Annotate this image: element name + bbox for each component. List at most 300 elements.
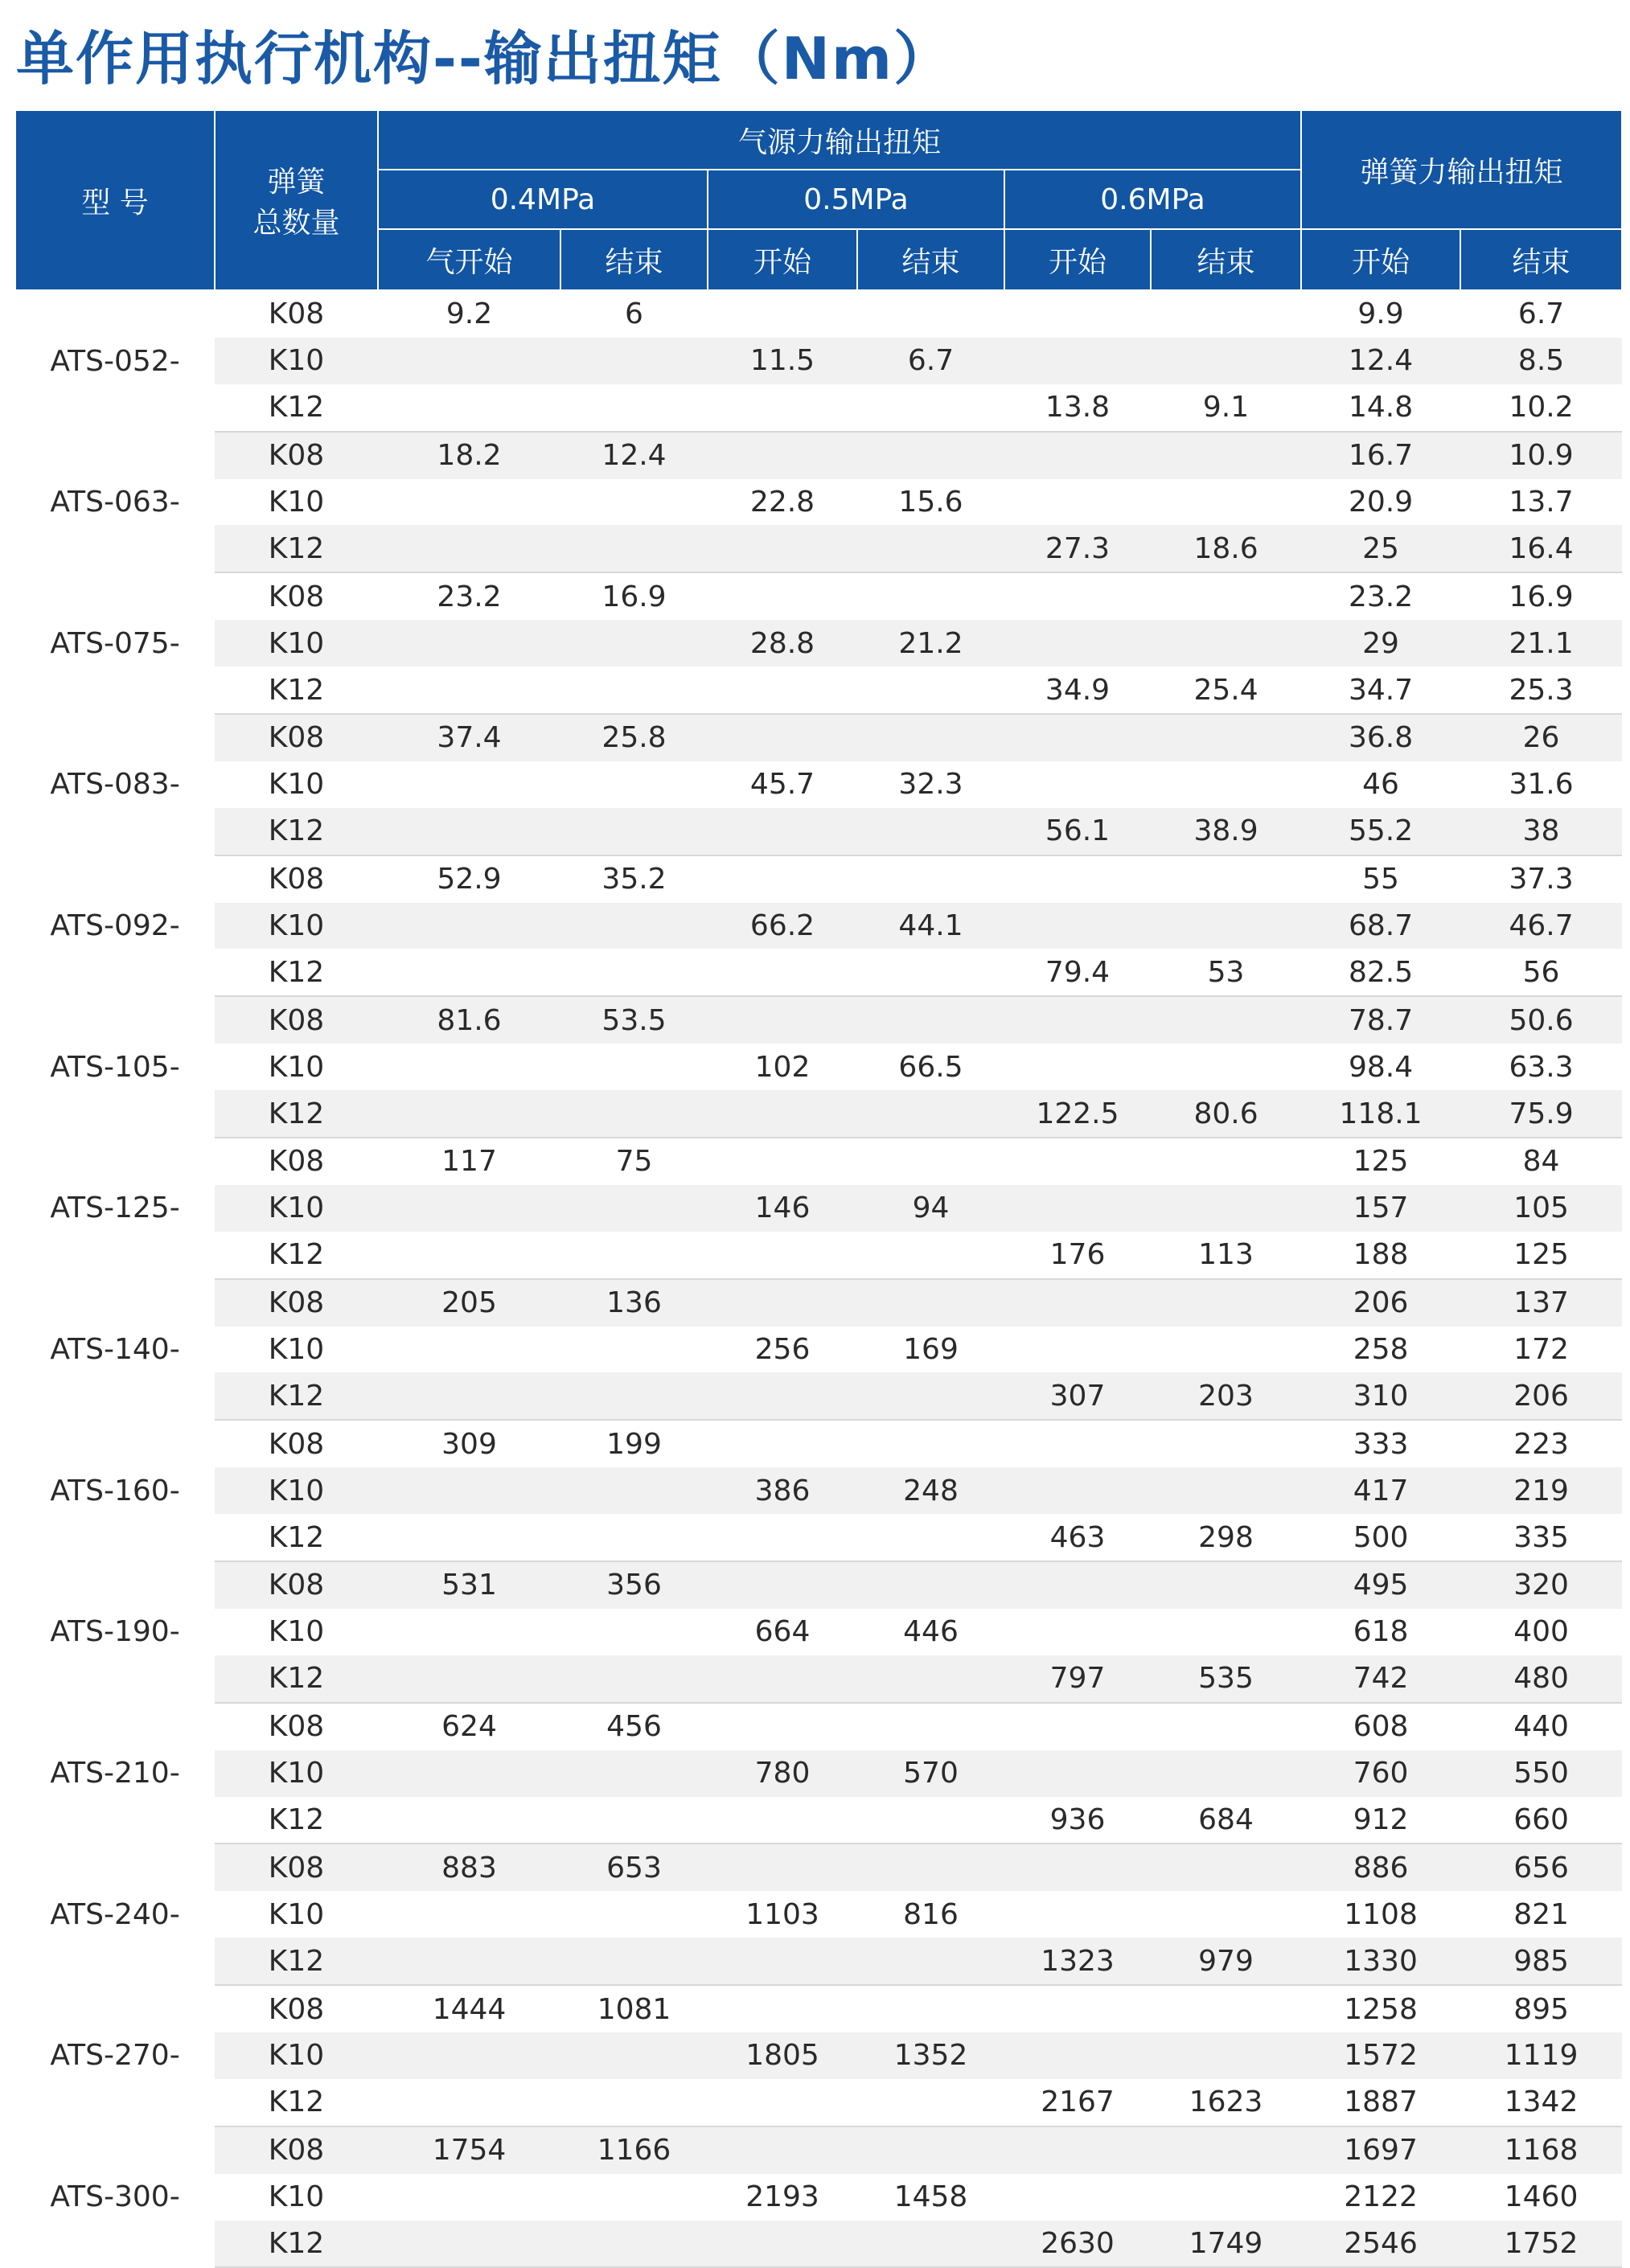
torque-value-cell: 456 bbox=[606, 1710, 662, 1744]
spring-count-cell: K10 bbox=[268, 1897, 325, 1931]
torque-value-cell bbox=[560, 525, 708, 572]
torque-value-cell: 1258 bbox=[1344, 1992, 1418, 2026]
torque-value-cell bbox=[708, 1420, 857, 1467]
torque-value-cell: 105 bbox=[1460, 1185, 1622, 1232]
torque-value-cell bbox=[708, 2127, 857, 2174]
torque-value-cell: 463 bbox=[1004, 1514, 1151, 1561]
spring-count-cell: K08 bbox=[215, 996, 378, 1044]
torque-value-cell: 310 bbox=[1301, 1372, 1460, 1420]
torque-value-cell bbox=[560, 1655, 708, 1703]
torque-value-cell: 1444 bbox=[432, 1992, 507, 2026]
model-cell: ATS-083- bbox=[15, 714, 215, 855]
spring-count-cell: K10 bbox=[215, 338, 378, 384]
table-row bbox=[15, 1609, 1622, 1655]
torque-value-cell: 258 bbox=[1353, 1333, 1409, 1367]
spring-count-cell: K12 bbox=[215, 2221, 378, 2268]
torque-value-cell: 618 bbox=[1353, 1615, 1409, 1649]
table-row bbox=[15, 1561, 1622, 1609]
torque-value-cell bbox=[857, 384, 1004, 432]
torque-value-cell bbox=[1004, 2127, 1151, 2174]
torque-value-cell bbox=[378, 2032, 560, 2079]
spring-count-cell: K08 bbox=[268, 580, 325, 613]
torque-value-cell: 653 bbox=[560, 1844, 708, 1891]
torque-value-cell bbox=[1004, 1467, 1151, 1514]
torque-value-cell bbox=[1004, 338, 1151, 384]
torque-value-cell: 550 bbox=[1460, 1750, 1622, 1797]
torque-value-cell bbox=[857, 525, 1004, 572]
torque-value-cell: 53.5 bbox=[560, 996, 708, 1044]
header-spring-count bbox=[215, 110, 378, 290]
spring-count-cell: K08 bbox=[268, 1427, 325, 1461]
model-cell: ATS-063- bbox=[15, 432, 215, 573]
torque-value-cell: 656 bbox=[1460, 1844, 1622, 1891]
spring-count-cell: K12 bbox=[215, 1938, 378, 1985]
torque-value-cell bbox=[378, 1797, 560, 1844]
table-row bbox=[15, 1938, 1622, 1985]
torque-value-cell bbox=[378, 1044, 560, 1090]
torque-value-cell: 55.2 bbox=[1301, 808, 1460, 855]
spring-count-cell: K08 bbox=[268, 1710, 325, 1744]
torque-value-cell bbox=[708, 432, 857, 479]
torque-value-cell: 1352 bbox=[857, 2032, 1004, 2079]
torque-value-cell bbox=[560, 1232, 708, 1279]
torque-value-cell bbox=[560, 384, 708, 432]
spring-count-cell: K12 bbox=[215, 525, 378, 572]
torque-value-cell: 2167 bbox=[1004, 2079, 1151, 2127]
table-row bbox=[15, 761, 1622, 808]
torque-value-cell bbox=[857, 1844, 1004, 1891]
model-cell: ATS-240- bbox=[15, 1844, 215, 1985]
torque-value-cell: 68.7 bbox=[1301, 903, 1460, 949]
torque-value-cell: 495 bbox=[1301, 1561, 1460, 1609]
table-row bbox=[15, 1185, 1622, 1232]
spring-count-cell: K08 bbox=[268, 1145, 325, 1179]
torque-value-cell bbox=[1004, 1138, 1151, 1185]
torque-value-cell: 31.6 bbox=[1509, 768, 1574, 802]
torque-value-cell: 1458 bbox=[893, 2180, 968, 2214]
torque-value-cell: 1103 bbox=[745, 1897, 819, 1931]
torque-value-cell: 122.5 bbox=[1004, 1090, 1151, 1138]
torque-value-cell bbox=[560, 479, 708, 526]
torque-value-cell bbox=[708, 572, 857, 620]
torque-value-cell bbox=[857, 432, 1004, 479]
torque-value-cell bbox=[1004, 1750, 1151, 1797]
spring-count-cell: K10 bbox=[268, 1333, 325, 1367]
torque-value-cell: 531 bbox=[378, 1561, 560, 1609]
torque-value-cell: 1081 bbox=[597, 1992, 671, 2026]
torque-value-cell: 6.7 bbox=[857, 338, 1004, 384]
spring-count-cell: K08 bbox=[215, 1561, 378, 1609]
torque-value-cell bbox=[560, 1514, 708, 1561]
torque-value-cell: 206 bbox=[1301, 1279, 1460, 1327]
torque-value-cell: 16.9 bbox=[601, 580, 667, 613]
torque-value-cell: 25.3 bbox=[1460, 666, 1622, 714]
torque-value-cell bbox=[708, 1985, 857, 2032]
torque-value-cell bbox=[378, 525, 560, 572]
torque-value-cell bbox=[857, 1797, 1004, 1844]
torque-value-cell bbox=[857, 2079, 1004, 2127]
torque-value-cell: 46 bbox=[1362, 768, 1399, 802]
torque-value-cell bbox=[560, 1044, 708, 1090]
torque-value-cell: 333 bbox=[1353, 1427, 1409, 1461]
table-row bbox=[15, 1372, 1622, 1420]
torque-value-cell bbox=[560, 620, 708, 666]
torque-value-cell: 16.9 bbox=[1509, 580, 1574, 613]
torque-value-cell bbox=[560, 949, 708, 996]
torque-value-cell bbox=[1004, 1703, 1151, 1750]
table-row bbox=[15, 479, 1622, 526]
torque-value-cell: 417 bbox=[1301, 1467, 1460, 1514]
torque-value-cell bbox=[560, 761, 708, 808]
torque-value-cell: 219 bbox=[1460, 1467, 1622, 1514]
torque-value-cell bbox=[1151, 432, 1301, 479]
torque-value-cell: 23.2 bbox=[437, 580, 502, 613]
torque-value-cell: 203 bbox=[1151, 1372, 1301, 1420]
torque-value-cell: 125 bbox=[1353, 1145, 1409, 1179]
torque-value-cell: 1572 bbox=[1301, 2032, 1460, 2079]
torque-value-cell bbox=[1004, 1327, 1151, 1373]
torque-value-cell: 309 bbox=[441, 1427, 497, 1461]
table-row bbox=[15, 1655, 1622, 1703]
torque-value-cell bbox=[857, 1703, 1004, 1750]
table-row bbox=[15, 572, 1622, 620]
spring-count-cell: K08 bbox=[215, 1279, 378, 1327]
torque-value-cell bbox=[857, 1561, 1004, 1609]
table-row bbox=[15, 1090, 1622, 1138]
torque-value-cell bbox=[708, 1797, 857, 1844]
torque-value-cell: 1108 bbox=[1344, 1897, 1418, 1931]
torque-value-cell bbox=[560, 808, 708, 855]
torque-value-cell bbox=[708, 666, 857, 714]
torque-value-cell: 780 bbox=[708, 1750, 857, 1797]
torque-value-cell: 1697 bbox=[1301, 2127, 1460, 2174]
torque-value-cell bbox=[1004, 1185, 1151, 1232]
torque-value-cell bbox=[378, 1750, 560, 1797]
spring-count-cell: K08 bbox=[215, 2127, 378, 2174]
table-row bbox=[15, 1844, 1622, 1891]
torque-value-cell bbox=[708, 2079, 857, 2127]
torque-value-cell bbox=[1151, 903, 1301, 949]
torque-value-cell: 760 bbox=[1301, 1750, 1460, 1797]
torque-value-cell bbox=[1004, 290, 1151, 338]
torque-value-cell bbox=[1151, 2032, 1301, 2079]
torque-value-cell bbox=[1151, 1891, 1301, 1938]
torque-value-cell bbox=[1151, 761, 1301, 808]
torque-value-cell bbox=[857, 949, 1004, 996]
torque-value-cell bbox=[1151, 479, 1301, 526]
spring-count-cell: K10 bbox=[268, 2180, 325, 2214]
torque-value-cell: 12.4 bbox=[560, 432, 708, 479]
torque-value-cell: 307 bbox=[1004, 1372, 1151, 1420]
table-row bbox=[15, 1232, 1622, 1279]
table-row bbox=[15, 620, 1622, 666]
spring-count-cell: K08 bbox=[268, 863, 325, 896]
torque-value-cell bbox=[1151, 290, 1301, 338]
spring-count-cell: K12 bbox=[215, 949, 378, 996]
table-row bbox=[15, 338, 1622, 384]
torque-value-cell bbox=[560, 2221, 708, 2268]
torque-value-cell bbox=[1151, 338, 1301, 384]
spring-count-cell: K10 bbox=[215, 1185, 378, 1232]
torque-value-cell bbox=[560, 1185, 708, 1232]
header-spring-count-line2: 总数量 bbox=[253, 207, 340, 240]
torque-value-cell: 570 bbox=[857, 1750, 1004, 1797]
torque-value-cell: 979 bbox=[1151, 1938, 1301, 1985]
torque-value-cell: 660 bbox=[1460, 1797, 1622, 1844]
spring-count-cell: K12 bbox=[215, 2079, 378, 2127]
torque-value-cell bbox=[857, 1420, 1004, 1467]
torque-value-cell bbox=[378, 949, 560, 996]
torque-value-cell: 18.2 bbox=[378, 432, 560, 479]
torque-value-cell bbox=[378, 479, 560, 526]
table-row bbox=[15, 1420, 1622, 1467]
torque-value-cell bbox=[378, 2079, 560, 2127]
torque-value-cell bbox=[560, 1938, 708, 1985]
torque-value-cell bbox=[1151, 855, 1301, 903]
torque-value-cell: 79.4 bbox=[1004, 949, 1151, 996]
torque-value-cell: 335 bbox=[1460, 1514, 1622, 1561]
table-row bbox=[15, 1514, 1622, 1561]
torque-value-cell bbox=[1151, 2174, 1301, 2221]
torque-value-cell bbox=[560, 666, 708, 714]
torque-value-cell: 6 bbox=[625, 297, 643, 331]
torque-value-cell: 985 bbox=[1460, 1938, 1622, 1985]
spring-count-cell: K12 bbox=[215, 384, 378, 432]
spring-count-cell: K12 bbox=[215, 666, 378, 714]
torque-value-cell: 38 bbox=[1460, 808, 1622, 855]
torque-value-cell: 29 bbox=[1301, 620, 1460, 666]
table-row bbox=[15, 525, 1622, 572]
torque-value-cell bbox=[1151, 1844, 1301, 1891]
table-body bbox=[15, 290, 1622, 2267]
table-header bbox=[15, 110, 1622, 290]
header-air-torque: 气源力输出扭矩 bbox=[378, 110, 1301, 170]
torque-value-cell bbox=[708, 1655, 857, 1703]
torque-value-cell: 188 bbox=[1301, 1232, 1460, 1279]
spring-count-cell: K08 bbox=[215, 714, 378, 761]
torque-value-cell: 205 bbox=[378, 1279, 560, 1327]
torque-value-cell bbox=[378, 2174, 560, 2221]
torque-value-cell: 821 bbox=[1513, 1897, 1569, 1931]
torque-value-cell bbox=[378, 1232, 560, 1279]
torque-value-cell bbox=[857, 1279, 1004, 1327]
torque-value-cell bbox=[378, 1938, 560, 1985]
torque-value-cell bbox=[560, 1750, 708, 1797]
torque-value-cell: 20.9 bbox=[1348, 486, 1414, 519]
table-row bbox=[15, 1891, 1622, 1938]
torque-value-cell bbox=[560, 1467, 708, 1514]
torque-value-cell bbox=[708, 1279, 857, 1327]
torque-value-cell bbox=[378, 1090, 560, 1138]
spring-count-cell: K10 bbox=[268, 1050, 325, 1084]
torque-value-cell: 886 bbox=[1301, 1844, 1460, 1891]
torque-value-cell: 63.3 bbox=[1509, 1050, 1574, 1084]
table-row bbox=[15, 949, 1622, 996]
model-cell: ATS-270- bbox=[15, 1985, 215, 2127]
torque-value-cell: 11.5 bbox=[708, 338, 857, 384]
torque-value-cell bbox=[857, 808, 1004, 855]
table-row bbox=[15, 666, 1622, 714]
torque-value-cell: 35.2 bbox=[601, 863, 667, 896]
torque-value-cell bbox=[708, 1703, 857, 1750]
torque-value-cell: 94 bbox=[857, 1185, 1004, 1232]
spring-count-cell: K12 bbox=[215, 1655, 378, 1703]
spring-count-cell: K10 bbox=[215, 1467, 378, 1514]
torque-value-cell: 32.3 bbox=[898, 768, 963, 802]
torque-value-cell: 400 bbox=[1513, 1615, 1569, 1649]
torque-value-cell: 684 bbox=[1151, 1797, 1301, 1844]
torque-value-cell: 1119 bbox=[1460, 2032, 1622, 2079]
torque-value-cell bbox=[708, 290, 857, 338]
torque-value-cell: 52.9 bbox=[437, 863, 502, 896]
torque-value-cell: 22.8 bbox=[749, 486, 815, 519]
spring-count-cell: K08 bbox=[268, 1992, 325, 2026]
torque-value-cell bbox=[1004, 714, 1151, 761]
torque-value-cell: 1752 bbox=[1460, 2221, 1622, 2268]
torque-value-cell: 118.1 bbox=[1301, 1090, 1460, 1138]
torque-value-cell: 157 bbox=[1301, 1185, 1460, 1232]
torque-value-cell: 38.9 bbox=[1151, 808, 1301, 855]
torque-value-cell bbox=[857, 1372, 1004, 1420]
torque-value-cell: 102 bbox=[754, 1050, 811, 1084]
torque-value-cell bbox=[560, 1797, 708, 1844]
spring-count-cell: K08 bbox=[215, 1844, 378, 1891]
torque-value-cell bbox=[378, 808, 560, 855]
torque-value-cell bbox=[857, 855, 1004, 903]
torque-value-cell bbox=[378, 1372, 560, 1420]
spring-count-cell: K10 bbox=[268, 768, 325, 802]
torque-value-cell: 45.7 bbox=[749, 768, 815, 802]
torque-value-cell: 797 bbox=[1004, 1655, 1151, 1703]
model-cell: ATS-160- bbox=[15, 1420, 215, 1561]
table-row bbox=[15, 2079, 1622, 2127]
torque-value-cell bbox=[708, 714, 857, 761]
torque-value-cell bbox=[1004, 996, 1151, 1044]
torque-value-cell: 66.5 bbox=[898, 1050, 963, 1084]
torque-value-cell: 125 bbox=[1460, 1232, 1622, 1279]
table-row bbox=[15, 1138, 1622, 1185]
torque-value-cell bbox=[378, 1185, 560, 1232]
spring-count-cell: K12 bbox=[215, 1372, 378, 1420]
spring-count-cell: K08 bbox=[268, 297, 325, 331]
spring-count-cell: K08 bbox=[215, 432, 378, 479]
torque-value-cell bbox=[560, 2174, 708, 2221]
torque-value-cell: 37.3 bbox=[1509, 863, 1574, 896]
torque-value-cell: 25.4 bbox=[1151, 666, 1301, 714]
torque-value-cell bbox=[378, 1327, 560, 1373]
torque-value-cell: 37.4 bbox=[378, 714, 560, 761]
torque-value-cell: 9.1 bbox=[1151, 384, 1301, 432]
torque-value-cell: 1887 bbox=[1301, 2079, 1460, 2127]
torque-value-cell bbox=[1004, 2032, 1151, 2079]
torque-value-cell: 25.8 bbox=[560, 714, 708, 761]
torque-value-cell: 46.7 bbox=[1460, 903, 1622, 949]
spring-count-cell: K12 bbox=[215, 1090, 378, 1138]
model-cell: ATS-092- bbox=[15, 855, 215, 997]
torque-value-cell bbox=[378, 620, 560, 666]
torque-value-cell: 664 bbox=[754, 1615, 811, 1649]
model-cell: ATS-075- bbox=[15, 572, 215, 714]
torque-value-cell bbox=[708, 384, 857, 432]
torque-value-cell bbox=[708, 525, 857, 572]
torque-value-cell: 816 bbox=[903, 1897, 959, 1931]
torque-value-cell bbox=[857, 1138, 1004, 1185]
torque-value-cell bbox=[1004, 2174, 1151, 2221]
torque-value-cell: 13.8 bbox=[1004, 384, 1151, 432]
torque-value-cell: 44.1 bbox=[857, 903, 1004, 949]
torque-value-cell: 500 bbox=[1301, 1514, 1460, 1561]
torque-value-cell bbox=[1151, 1467, 1301, 1514]
table-row bbox=[15, 1467, 1622, 1514]
torque-value-cell bbox=[708, 996, 857, 1044]
torque-value-cell bbox=[1004, 1420, 1151, 1467]
table-row bbox=[15, 2221, 1622, 2268]
torque-value-cell: 117 bbox=[441, 1145, 497, 1179]
torque-value-cell: 146 bbox=[708, 1185, 857, 1232]
torque-value-cell bbox=[857, 1232, 1004, 1279]
table-row bbox=[15, 714, 1622, 761]
torque-value-cell bbox=[857, 996, 1004, 1044]
torque-value-cell bbox=[1004, 479, 1151, 526]
torque-value-cell: 66.2 bbox=[708, 903, 857, 949]
torque-value-cell bbox=[708, 1938, 857, 1985]
torque-value-cell: 16.7 bbox=[1301, 432, 1460, 479]
table-row bbox=[15, 808, 1622, 855]
torque-value-cell bbox=[708, 1372, 857, 1420]
torque-value-cell: 386 bbox=[708, 1467, 857, 1514]
torque-value-cell: 1342 bbox=[1460, 2079, 1622, 2127]
torque-value-cell bbox=[1004, 761, 1151, 808]
torque-value-cell: 895 bbox=[1513, 1992, 1569, 2026]
table-row bbox=[15, 1750, 1622, 1797]
torque-value-cell bbox=[708, 1844, 857, 1891]
header-sub-end: 结束 bbox=[1460, 229, 1622, 290]
torque-value-cell: 18.6 bbox=[1151, 525, 1301, 572]
table-row bbox=[15, 1985, 1622, 2032]
header-sub-start: 气开始 bbox=[378, 229, 560, 290]
model-cell: ATS-052- bbox=[15, 290, 215, 432]
torque-value-cell bbox=[708, 1138, 857, 1185]
table-row bbox=[15, 2174, 1622, 2221]
model-cell: ATS-105- bbox=[15, 996, 215, 1138]
header-sub-start: 开始 bbox=[1004, 229, 1151, 290]
torque-value-cell: 256 bbox=[754, 1333, 811, 1367]
torque-value-cell: 440 bbox=[1513, 1710, 1569, 1744]
torque-value-cell: 26 bbox=[1460, 714, 1622, 761]
torque-value-cell: 50.6 bbox=[1460, 996, 1622, 1044]
torque-value-cell: 36.8 bbox=[1301, 714, 1460, 761]
torque-value-cell: 1166 bbox=[560, 2127, 708, 2174]
torque-value-cell bbox=[857, 1985, 1004, 2032]
torque-value-cell: 1460 bbox=[1504, 2180, 1579, 2214]
table-row bbox=[15, 290, 1622, 338]
torque-value-cell: 912 bbox=[1301, 1797, 1460, 1844]
torque-value-cell bbox=[1151, 714, 1301, 761]
torque-value-cell: 248 bbox=[857, 1467, 1004, 1514]
torque-value-cell bbox=[1004, 903, 1151, 949]
model-cell: ATS-190- bbox=[15, 1561, 215, 1703]
torque-value-cell: 82.5 bbox=[1301, 949, 1460, 996]
torque-value-cell bbox=[560, 2032, 708, 2079]
torque-value-cell: 608 bbox=[1353, 1710, 1409, 1744]
torque-value-cell bbox=[378, 1467, 560, 1514]
torque-value-cell: 1749 bbox=[1151, 2221, 1301, 2268]
torque-value-cell: 1168 bbox=[1460, 2127, 1622, 2174]
torque-value-cell bbox=[708, 1561, 857, 1609]
table-row bbox=[15, 1279, 1622, 1327]
torque-value-cell bbox=[1151, 1185, 1301, 1232]
torque-value-cell bbox=[378, 903, 560, 949]
